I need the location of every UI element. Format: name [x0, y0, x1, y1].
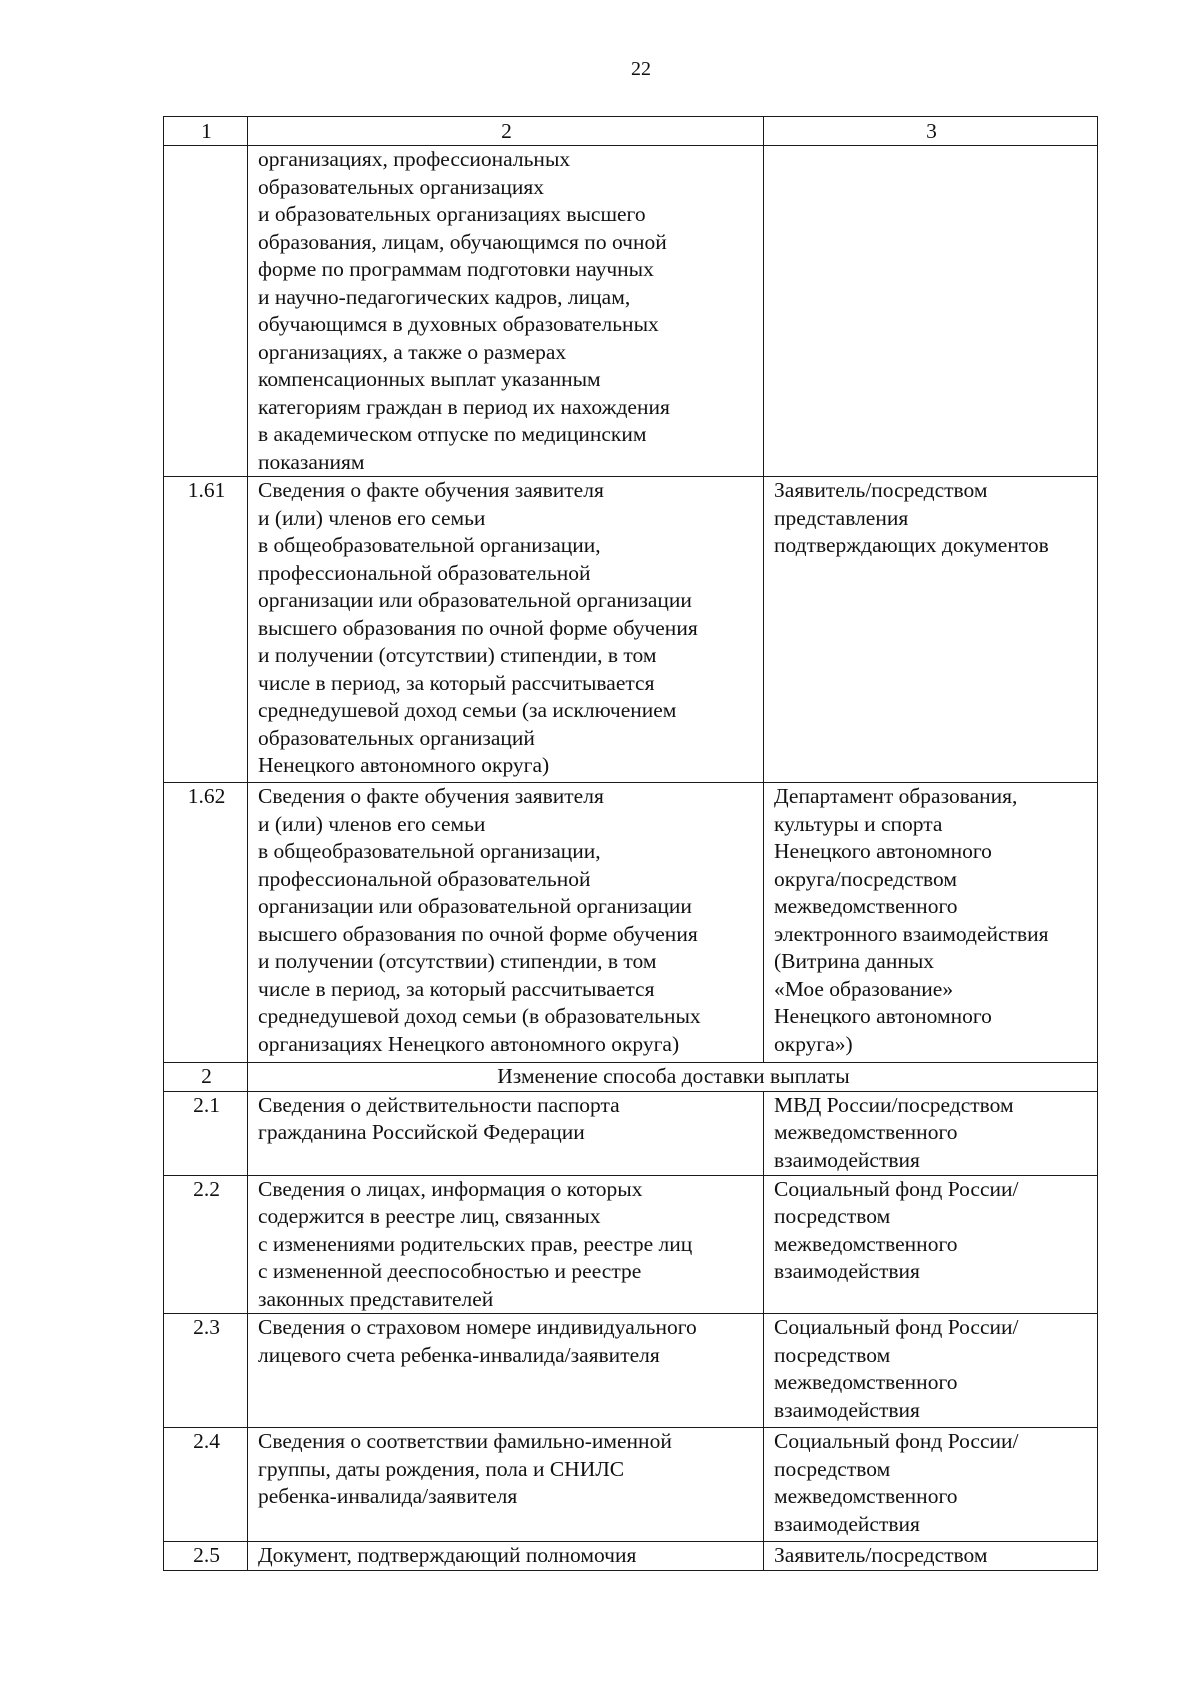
row-source: Социальный фонд России/ посредством межведомственного взаимодействия [764, 1314, 1098, 1428]
row-number: 2.1 [164, 1091, 248, 1175]
row-description: Сведения о соответствии фамильно-именной группы, даты рождения, пола и СНИЛС ребенка-инвалида/заявителя [248, 1428, 764, 1542]
row-number: 2.3 [164, 1314, 248, 1428]
table-row [164, 1542, 1098, 1571]
row-source: Заявитель/посредством [764, 1542, 1098, 1571]
column-header-source: 3 [764, 117, 1098, 146]
column-header-number: 1 [164, 117, 248, 146]
row-description: Сведения о действительности паспорта гражданина Российской Федерации [248, 1091, 764, 1175]
table-row [164, 1314, 1098, 1428]
table-row [164, 1091, 1098, 1175]
row-number: 1.61 [164, 477, 248, 783]
row-number: 1.62 [164, 783, 248, 1063]
row-number: 2.5 [164, 1542, 248, 1571]
table-row [164, 1175, 1098, 1314]
row-description: Сведения о факте обучения заявителя и (или) членов его семьи в общеобразовательной организации, профессиональной образовательной организации или образовательной организации высшего образования по очной форме обучения и получении (отсутствии) стипендии, в том числе в период, за который рассчитывается среднедушевой доход семьи (в образовательных организациях Ненецкого автономного округа) [248, 783, 764, 1063]
column-header-description: 2 [248, 117, 764, 146]
table-row [164, 477, 1098, 783]
row-source: МВД России/посредством межведомственного взаимодействия [764, 1091, 1098, 1175]
row-source [764, 146, 1098, 477]
row-description: Сведения о факте обучения заявителя и (или) членов его семьи в общеобразовательной организации, профессиональной образовательной организации или образовательной организации высшего образования по очной форме обучения и получении (отсутствии) стипендии, в том числе в период, за который рассчитывается среднедушевой доход семьи (за исключением образовательных организаций Ненецкого автономного округа) [248, 477, 764, 783]
row-source: Социальный фонд России/ посредством межведомственного взаимодействия [764, 1175, 1098, 1314]
row-source: Департамент образования, культуры и спорта Ненецкого автономного округа/посредством межведомственного электронного взаимодействия (Витрина данных «Мое образование» Ненецкого автономного округа») [764, 783, 1098, 1063]
section-number: 2 [164, 1063, 248, 1092]
row-number: 2.2 [164, 1175, 248, 1314]
row-description: организациях, профессиональных образовательных организациях и образовательных организациях высшего образования, лицам, обучающимся по очной форме по программам подготовки научных и научно-педагогических кадров, лицам, обучающимся в духовных образовательных организациях, а также о размерах компенсационных выплат указанным категориям граждан в период их нахождения в академическом отпуске по медицинским показаниям [248, 146, 764, 477]
documents-table [163, 116, 1098, 1571]
row-source: Заявитель/посредством представления подтверждающих документов [764, 477, 1098, 783]
section-title: Изменение способа доставки выплаты [248, 1063, 1098, 1092]
table-header-row [164, 117, 1098, 146]
table-row [164, 146, 1098, 477]
section-row [164, 1063, 1098, 1092]
row-description: Сведения о страховом номере индивидуального лицевого счета ребенка-инвалида/заявителя [248, 1314, 764, 1428]
row-number: 2.4 [164, 1428, 248, 1542]
table-row [164, 1428, 1098, 1542]
page-number: 22 [631, 58, 651, 80]
row-source: Социальный фонд России/ посредством межведомственного взаимодействия [764, 1428, 1098, 1542]
row-description: Документ, подтверждающий полномочия [248, 1542, 764, 1571]
table-row [164, 783, 1098, 1063]
row-number [164, 146, 248, 477]
row-description: Сведения о лицах, информация о которых содержится в реестре лиц, связанных с изменениями родительских прав, реестре лиц с измененной дееспособностью и реестре законных представителей [248, 1175, 764, 1314]
